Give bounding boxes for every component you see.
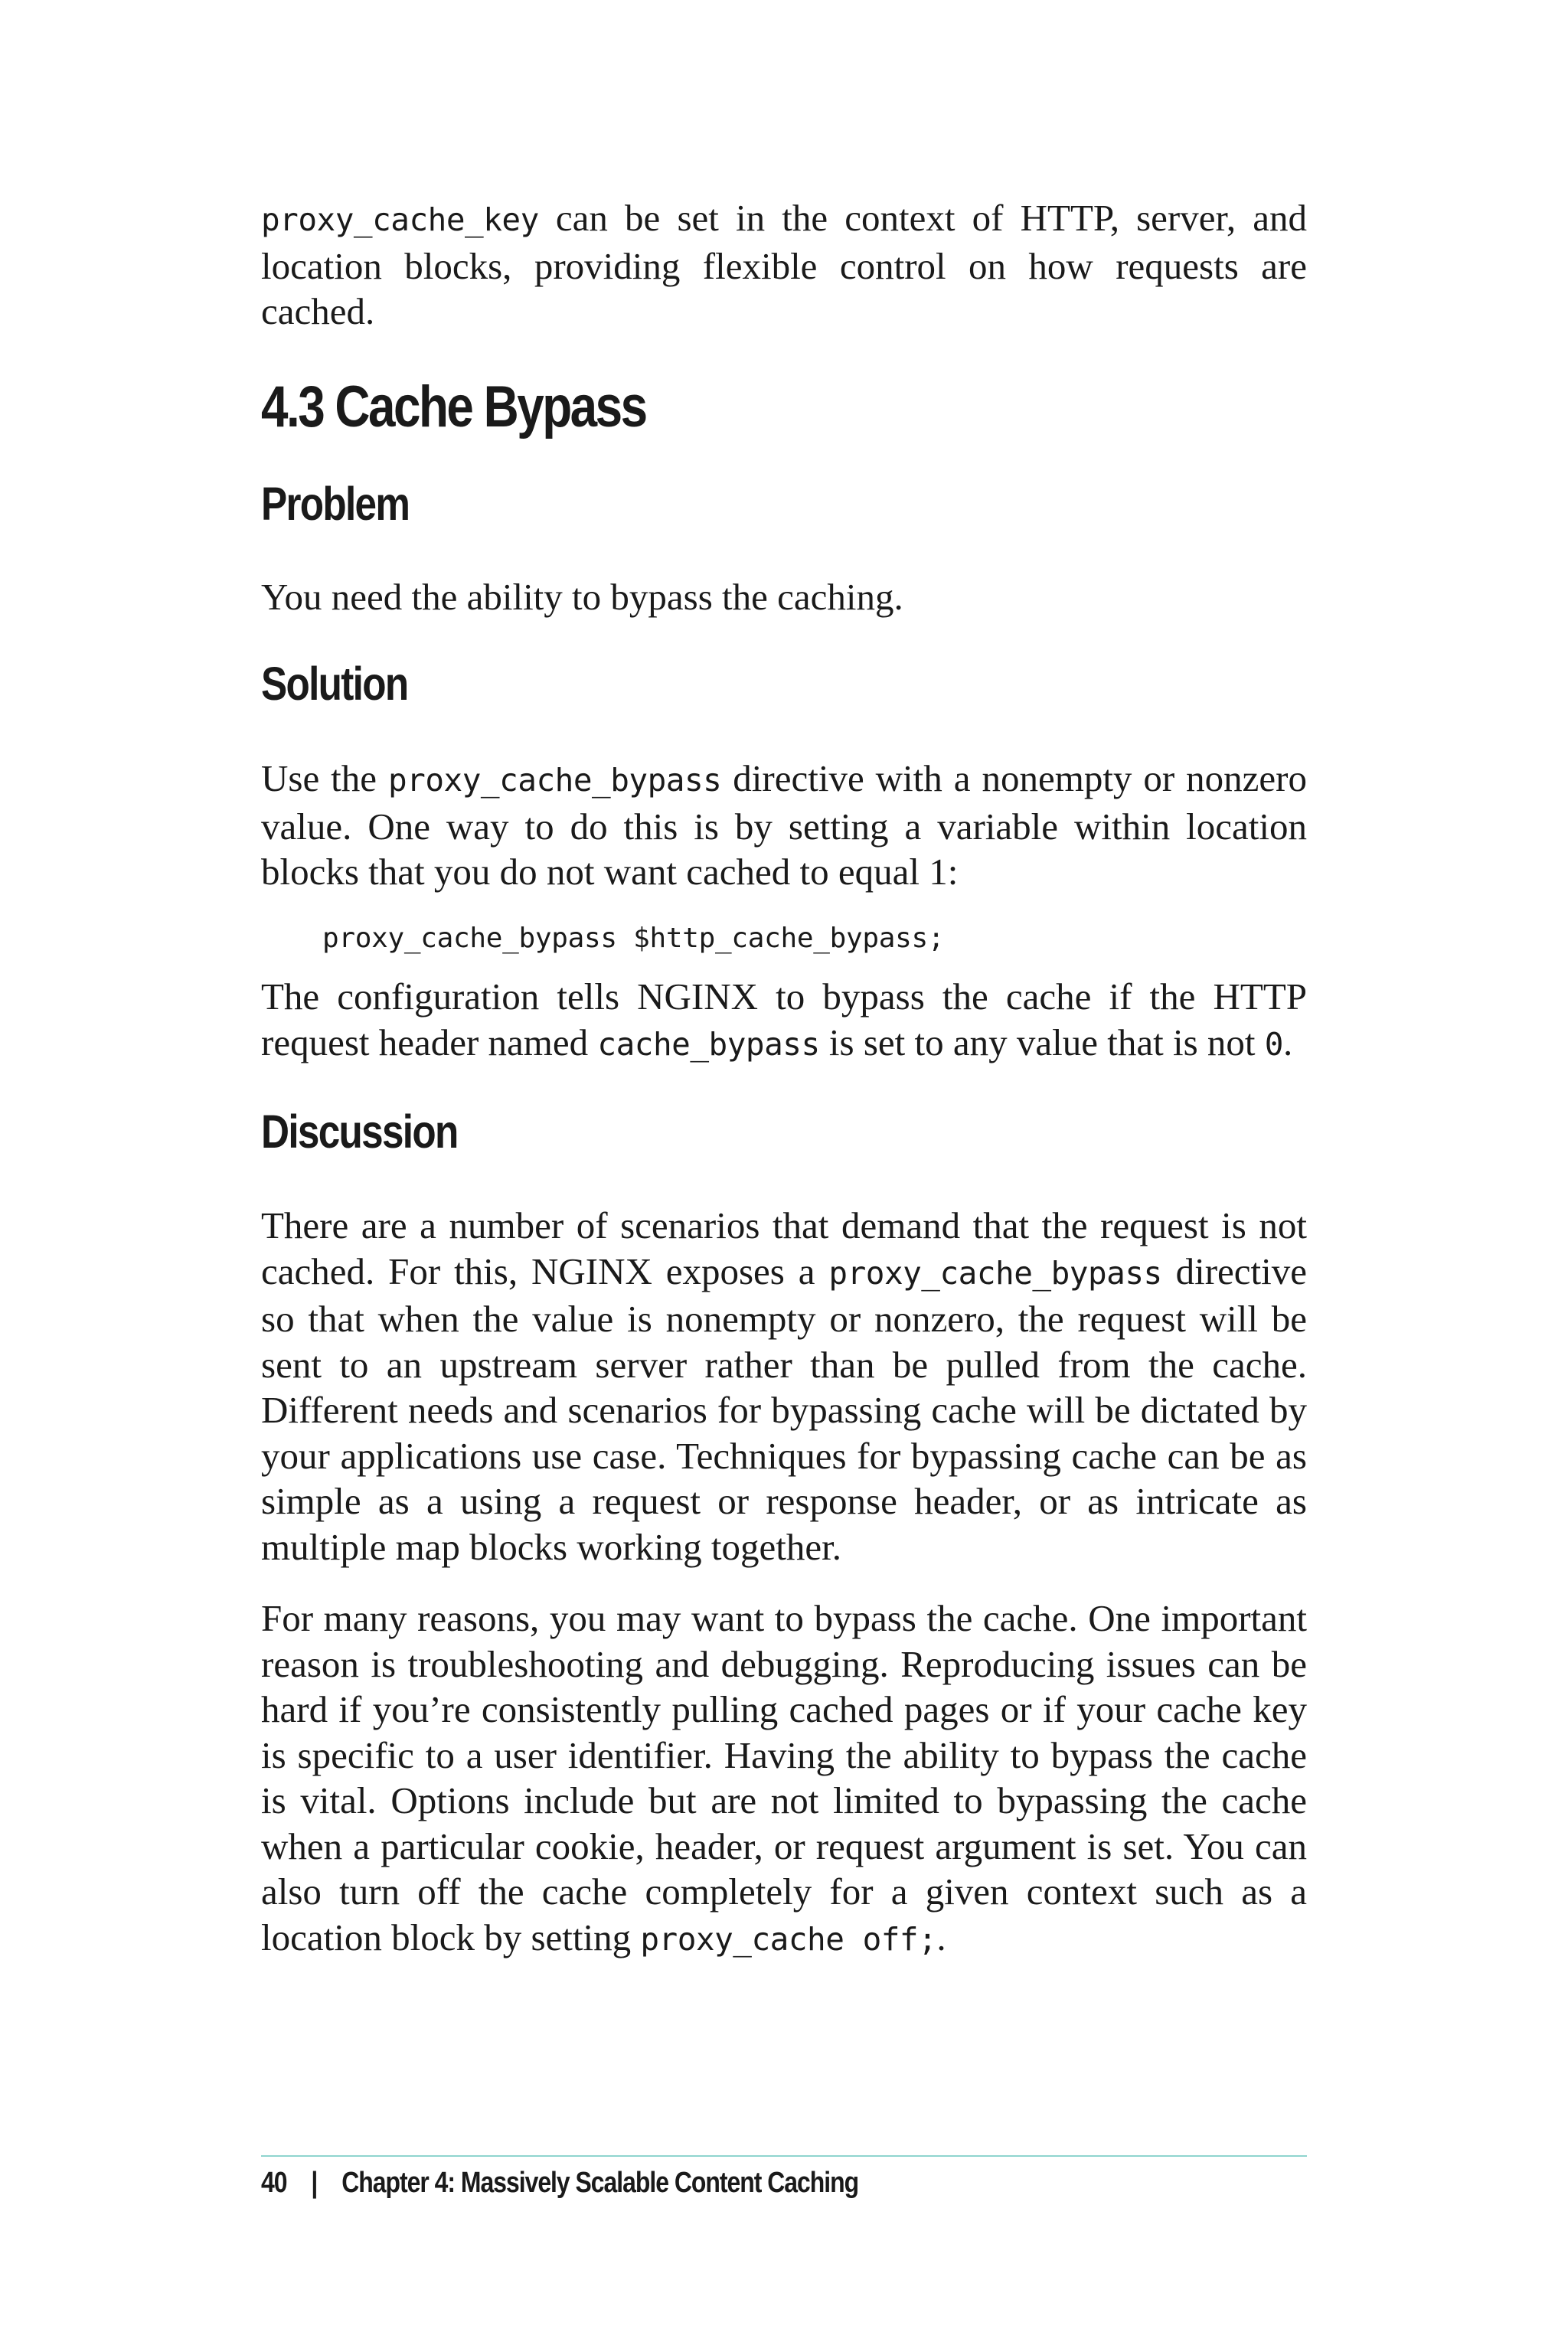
- inline-code: cache_bypass: [597, 1025, 820, 1063]
- inline-code: proxy_cache_key: [261, 201, 539, 238]
- footer-divider: [261, 2155, 1307, 2157]
- footer-separator: |: [311, 2167, 318, 2199]
- inline-code: proxy_cache_bypass: [828, 1254, 1162, 1292]
- inline-code: proxy_cache_bypass: [388, 762, 722, 799]
- solution-text-2c: .: [1282, 1021, 1293, 1063]
- discussion-text-2a: For many reasons, you may want to bypass the cache. One important reason is troubleshooting and debugging. Reproducing issues can be hard if you’re consistently pulling cached pages or if your cache key is specific to a user identifier. Having the ability to bypass the cache is vital. Options include but are not limited to bypassing the cache when a particular cookie, header, or request argument is set. You can also turn off the cache completely for a given context such as a location block by setting: [261, 1597, 1307, 1958]
- discussion-paragraph-1: [261, 1203, 1307, 1570]
- intro-text: can be set in the context of HTTP, server, and location blocks, providing flexible control on how requests are cached.: [261, 197, 1307, 332]
- problem-paragraph: You need the ability to bypass the caching.: [261, 576, 903, 618]
- solution-text-2b: is set to any value that is not: [819, 1021, 1265, 1063]
- solution-paragraph-1: [261, 756, 1307, 895]
- discussion-text-1a: There are a number of scenarios that demand that the request is not cached. For this, NGINX exposes a: [261, 1204, 1307, 1292]
- discussion-heading: Discussion: [261, 1106, 458, 1158]
- discussion-paragraph-2: [261, 1596, 1307, 1962]
- chapter-title: Chapter 4: Massively Scalable Content Caching: [341, 2167, 859, 2199]
- code-block: proxy_cache_bypass $http_cache_bypass;: [322, 923, 945, 954]
- problem-heading: Problem: [261, 478, 410, 530]
- discussion-text-1b: directive so that when the value is nonempty or nonzero, the request will be sent to an upstream server rather than be pulled from the cache. Different needs and scenarios for bypassing cache will be dictated by your applications use case. Techniques for bypassing cache can be as simple as a using a request or response header, or as intricate as multiple map blocks working together.: [261, 1250, 1308, 1568]
- inline-code: 0: [1264, 1025, 1283, 1063]
- solution-text-1b: directive with a nonempty or nonzero value. One way to do this is by setting a variable within location blocks that you do not want cached to equal 1:: [261, 757, 1307, 893]
- solution-text-1a: Use the: [261, 757, 388, 799]
- intro-paragraph: [261, 195, 1307, 335]
- solution-heading: Solution: [261, 658, 408, 710]
- inline-code: proxy_cache off;: [640, 1920, 937, 1958]
- section-title: 4.3 Cache Bypass: [261, 374, 646, 439]
- solution-paragraph-2: [261, 974, 1307, 1067]
- page-footer: [261, 2167, 858, 2200]
- solution-text-2a: The configuration tells NGINX to bypass the cache if the HTTP request header named: [261, 975, 1307, 1063]
- discussion-text-2b: .: [936, 1916, 946, 1958]
- page-number: 40: [261, 2167, 287, 2199]
